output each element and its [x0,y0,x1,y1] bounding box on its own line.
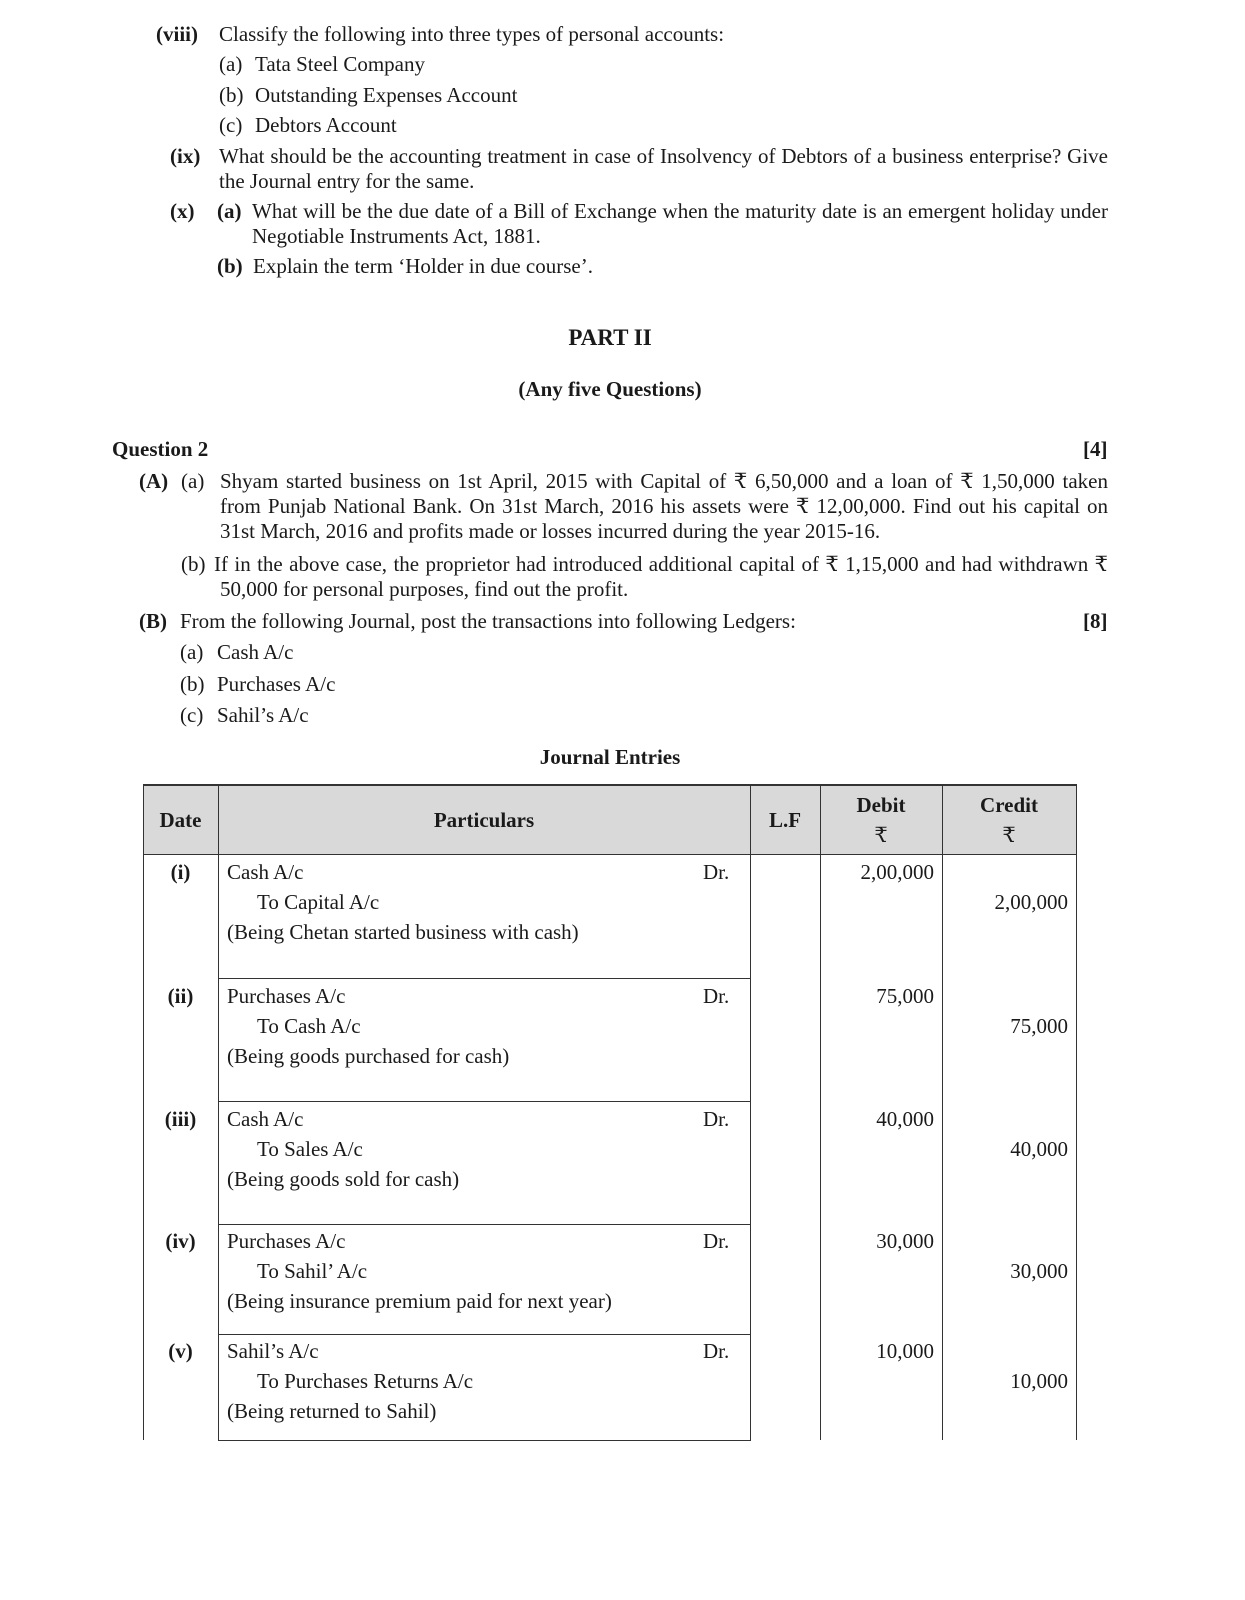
divider [218,978,751,979]
credit-amount: 75,000 [1010,1014,1068,1038]
section-label: (A) [139,469,169,493]
header-particulars: Particulars [433,808,535,832]
credit-account: To Purchases Returns A/c [257,1369,474,1393]
q-text: From the following Journal, post the transactions into following Ledgers: [180,609,796,633]
debit-amount: 40,000 [876,1107,934,1131]
header-credit: Credit [980,793,1038,817]
narration: (Being returned to Sahil) [227,1399,437,1423]
credit-account: To Sales A/c [257,1137,363,1161]
credit-amount: 10,000 [1010,1369,1068,1393]
q-number: (ix) [170,144,201,168]
debit-amount: 30,000 [876,1229,934,1253]
narration: (Being insurance premium paid for next year) [227,1289,612,1313]
dr-marker: Dr. [703,1107,730,1131]
debit-amount: 10,000 [876,1339,934,1363]
question-title: Question 2 [112,437,209,461]
entry-date: (iv) [165,1229,196,1253]
marks: [4] [1083,437,1108,461]
narration: (Being Chetan started business with cash) [227,920,579,944]
option-label: (b) [180,672,205,696]
narration: (Being goods purchased for cash) [227,1044,510,1068]
divider [750,785,751,1441]
dr-marker: Dr. [703,1339,730,1363]
sub-label: (b) [181,552,206,576]
divider [218,1101,751,1102]
q-text: Explain the term ‘Holder in due course’. [253,254,593,278]
divider [143,784,1077,786]
rupee-icon: ₹ [874,823,888,847]
q-text: What will be the due date of a Bill of Exchange when the maturity date is an emergent holiday under Negotiable Instruments Act, 1881. [252,199,1108,248]
section-label: (B) [139,609,167,633]
part-subtitle: (Any five Questions) [518,377,702,401]
divider [1076,785,1077,1440]
divider [218,1334,751,1335]
credit-account: To Sahil’ A/c [257,1259,368,1283]
option-text: Cash A/c [217,640,294,664]
option-text: Sahil’s A/c [217,703,309,727]
credit-account: To Capital A/c [257,890,380,914]
sub-label: (a) [181,469,205,493]
sub-label: (b) [217,254,243,278]
sub-label: (a) [217,199,242,223]
narration: (Being goods sold for cash) [227,1167,460,1191]
option-text: Tata Steel Company [255,52,425,76]
journal-title: Journal Entries [539,745,681,769]
debit-account: Cash A/c [227,860,304,884]
q-number: (viii) [156,22,198,46]
divider [820,785,821,1440]
entry-date: (i) [170,860,191,884]
debit-account: Cash A/c [227,1107,304,1131]
credit-account: To Cash A/c [257,1014,361,1038]
option-label: (a) [180,640,204,664]
option-text: Outstanding Expenses Account [255,83,518,107]
divider [143,854,1077,855]
q-text: If in the above case, the proprietor had introduced additional capital of ₹ 1,15,000 and had withdrawn ₹ 50,000 for personal purposes, find out the profit. [214,552,1108,601]
marks: [8] [1083,609,1108,633]
divider [218,1440,751,1441]
dr-marker: Dr. [703,1229,730,1253]
credit-amount: 2,00,000 [994,890,1068,914]
part-title: PART II [568,325,652,350]
option-label: (b) [219,83,244,107]
option-label: (c) [180,703,204,727]
header-date: Date [159,808,202,832]
entry-date: (v) [168,1339,193,1363]
credit-amount: 40,000 [1010,1137,1068,1161]
divider [942,785,943,1440]
debit-amount: 2,00,000 [860,860,934,884]
option-text: Debtors Account [255,113,397,137]
dr-marker: Dr. [703,984,730,1008]
header-lf: L.F [768,808,802,832]
divider [218,785,219,1441]
debit-account: Purchases A/c [227,1229,346,1253]
option-text: Purchases A/c [217,672,336,696]
q-text: Classify the following into three types of personal accounts: [219,22,725,46]
q-text: Shyam started business on 1st April, 2015 with Capital of ₹ 6,50,000 and a loan of ₹ 1,50,000 taken from Punjab National Bank. On 31st March, 2016 his assets were ₹ 12,00,000. Find out his capital on 31st March, 2016 and profits made or losses incurred during the year 2015-16. [220,469,1108,543]
header-debit: Debit [856,793,906,817]
q-number: (x) [170,199,195,223]
dr-marker: Dr. [703,860,730,884]
entry-date: (ii) [167,984,194,1008]
rupee-icon: ₹ [1002,823,1016,847]
entry-date: (iii) [164,1107,197,1131]
debit-amount: 75,000 [876,984,934,1008]
divider [218,1224,751,1225]
debit-account: Purchases A/c [227,984,346,1008]
option-label: (a) [219,52,243,76]
credit-amount: 30,000 [1010,1259,1068,1283]
debit-account: Sahil’s A/c [227,1339,319,1363]
option-label: (c) [219,113,243,137]
q-text: What should be the accounting treatment in case of Insolvency of Debtors of a business enterprise? Give the Journal entry for the same. [219,144,1108,193]
